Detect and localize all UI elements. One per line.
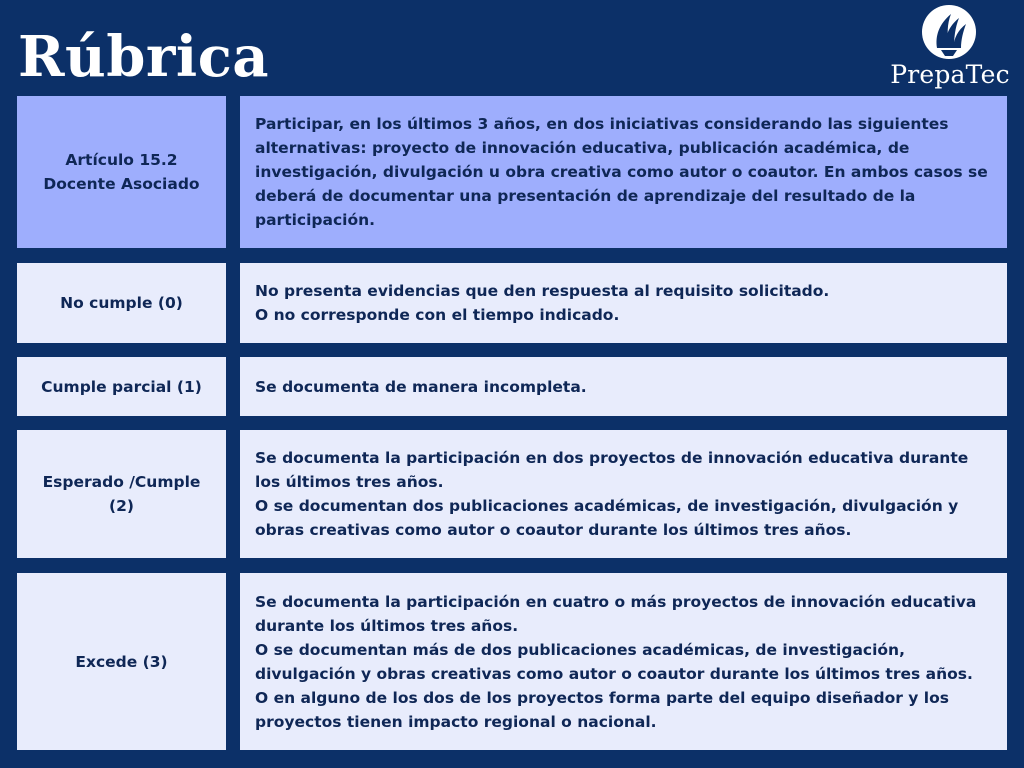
description-paragraph: O se documentan más de dos publicaciones académicas, de investigación, divulgación y obras creativas como autor o coautor durante los últimos tres años. [255,640,973,683]
description-paragraph: Participar, en los últimos 3 años, en dos iniciativas considerando las siguientes alternativas: proyecto de innovación educativa, publicación académica, de investigación, divulgación u obra creativa como autor o coautor. En ambos casos se deberá de documentar una presentación de aprendizaje del resultado de la participación. [255,115,988,229]
level-description-cumple-parcial [240,357,1007,416]
level-description-excede [240,573,1007,750]
description-paragraph: O se documentan dos publicaciones académicas, de investigación, divulgación y obras creativas como autor o coautor durante los últimos tres años. [255,497,959,539]
torch-flame-icon [921,4,977,60]
label-line: Cumple parcial (1) [41,377,202,396]
label-line: No cumple (0) [60,294,183,312]
level-label-no-cumple [17,263,226,343]
label-line: (2) [109,497,134,515]
level-label-excede [17,573,226,750]
prepatec-logo [884,4,1016,94]
description-paragraph: O no corresponde con el tiempo indicado. [255,306,620,324]
rubric-header-label [17,96,226,248]
description-paragraph: Se documenta la participación en dos proyectos de innovación educativa durante los últimos tres años. [255,449,969,491]
level-label-esperado [17,430,226,558]
label-line: Docente Asociado [43,175,200,193]
label-line: Excede (3) [75,652,168,671]
description-paragraph: No presenta evidencias que den respuesta al requisito solicitado. [255,282,830,300]
level-label-cumple-parcial [17,357,226,416]
logo-text: PrepaTec [890,60,1010,89]
page-title: Rúbrica [18,24,270,90]
rubric-header-description [240,96,1007,248]
label-line: Artículo 15.2 [65,151,178,169]
description-paragraph: Se documenta de manera incompleta. [255,377,587,396]
description-paragraph: Se documenta la participación en cuatro o más proyectos de innovación educativa durante los últimos tres años. [255,592,977,635]
label-line: Esperado /Cumple [42,473,201,491]
level-description-no-cumple [240,263,1007,343]
level-description-esperado [240,430,1007,558]
description-paragraph: O en alguno de los dos de los proyectos forma parte del equipo diseñador y los proyectos tienen impacto regional o nacional. [255,688,949,731]
